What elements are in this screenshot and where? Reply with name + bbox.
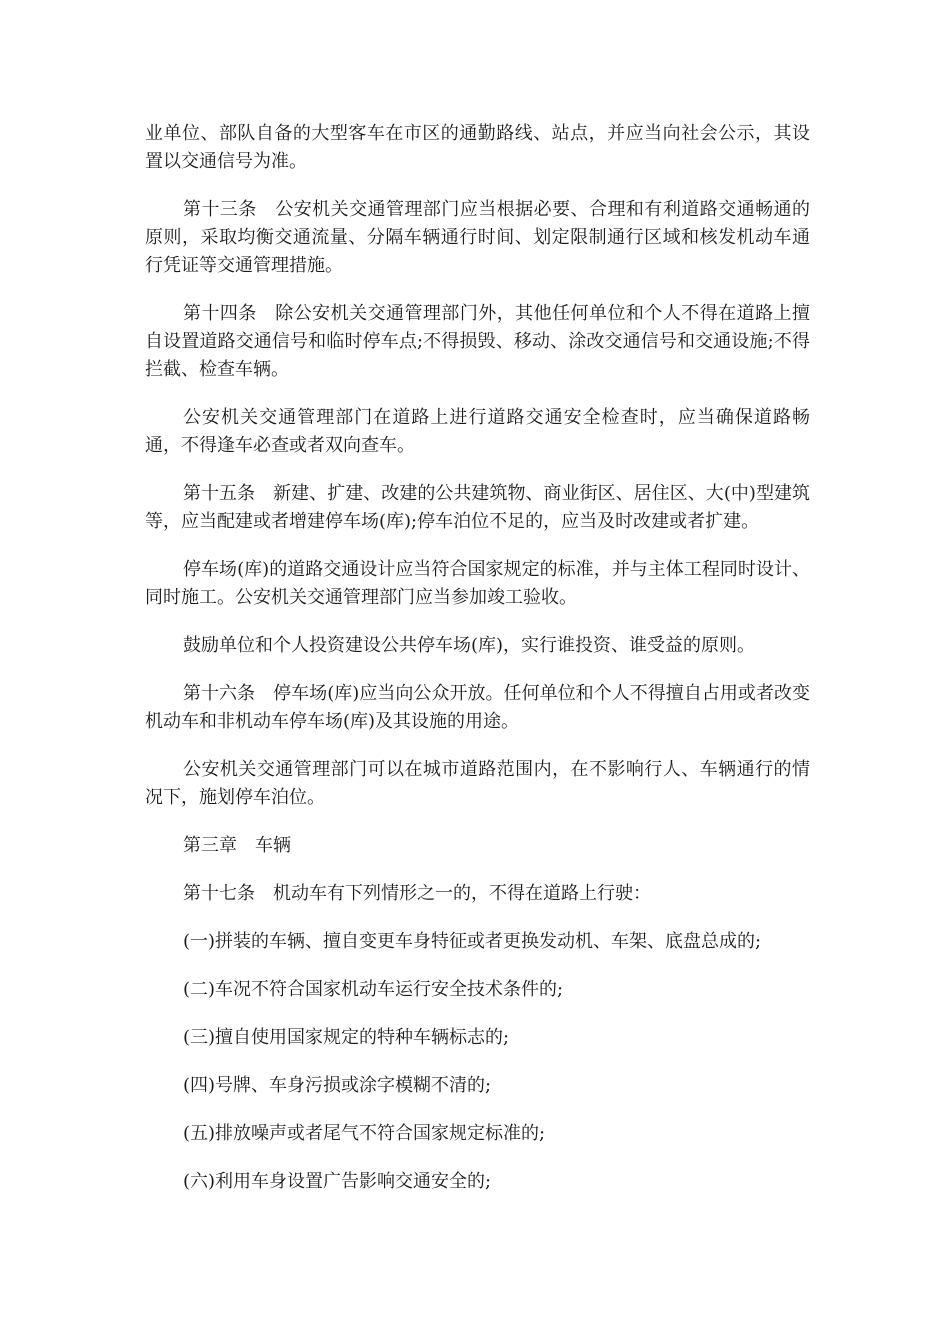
document-body [145,120,810,1216]
paragraph-article-14-b: 公安机关交通管理部门在道路上进行道路交通安全检查时，应当确保道路畅通，不得逢车必查或者双向查车。 [145,407,810,456]
paragraph-article-15: 第十五条 新建、扩建、改建的公共建筑物、商业街区、居住区、大(中)型建筑等，应当配建或者增建停车场(库);停车泊位不足的，应当及时改建或者扩建。 [145,483,810,532]
list-item: (六)利用车身设置广告影响交通安全的; [183,1171,492,1192]
paragraph-continuation: 业单位、部队自备的大型客车在市区的通勤路线、站点，并应当向社会公示，其设置以交通信号为准。 [145,123,810,172]
paragraph-article-13: 第十三条 公安机关交通管理部门应当根据必要、合理和有利道路交通畅通的原则，采取均衡交通流量、分隔车辆通行时间、划定限制通行区域和核发机动车通行凭证等交通管理措施。 [145,199,810,276]
list-item: (二)车况不符合国家机动车运行安全技术条件的; [183,979,564,1000]
paragraph-article-16: 第十六条 停车场(库)应当向公众开放。任何单位和个人不得擅自占用或者改变机动车和非机动车停车场(库)及其设施的用途。 [145,683,810,732]
list-item: (四)号牌、车身污损或涂字模糊不清的; [183,1075,492,1096]
paragraph-article-16-b: 公安机关交通管理部门可以在城市道路范围内，在不影响行人、车辆通行的情况下，施划停车泊位。 [145,759,810,808]
list-item: (三)擅自使用国家规定的特种车辆标志的; [183,1027,510,1048]
paragraph-article-15-b: 停车场(库)的道路交通设计应当符合国家规定的标准，并与主体工程同时设计、同时施工。公安机关交通管理部门应当参加竣工验收。 [145,559,810,608]
list-item: (一)拼装的车辆、擅自变更车身特征或者更换发动机、车架、底盘总成的; [183,931,762,952]
list-item: (五)排放噪声或者尾气不符合国家规定标准的; [183,1123,546,1144]
chapter-heading: 第三章 车辆 [183,835,291,856]
paragraph-article-17: 第十七条 机动车有下列情形之一的，不得在道路上行驶： [183,883,651,904]
paragraph-article-15-c: 鼓励单位和个人投资建设公共停车场(库)，实行谁投资、谁受益的原则。 [183,635,756,656]
paragraph-article-14: 第十四条 除公安机关交通管理部门外，其他任何单位和个人不得在道路上擅自设置道路交通信号和临时停车点;不得损毁、移动、涂改交通信号和交通设施;不得拦截、检查车辆。 [145,303,810,380]
